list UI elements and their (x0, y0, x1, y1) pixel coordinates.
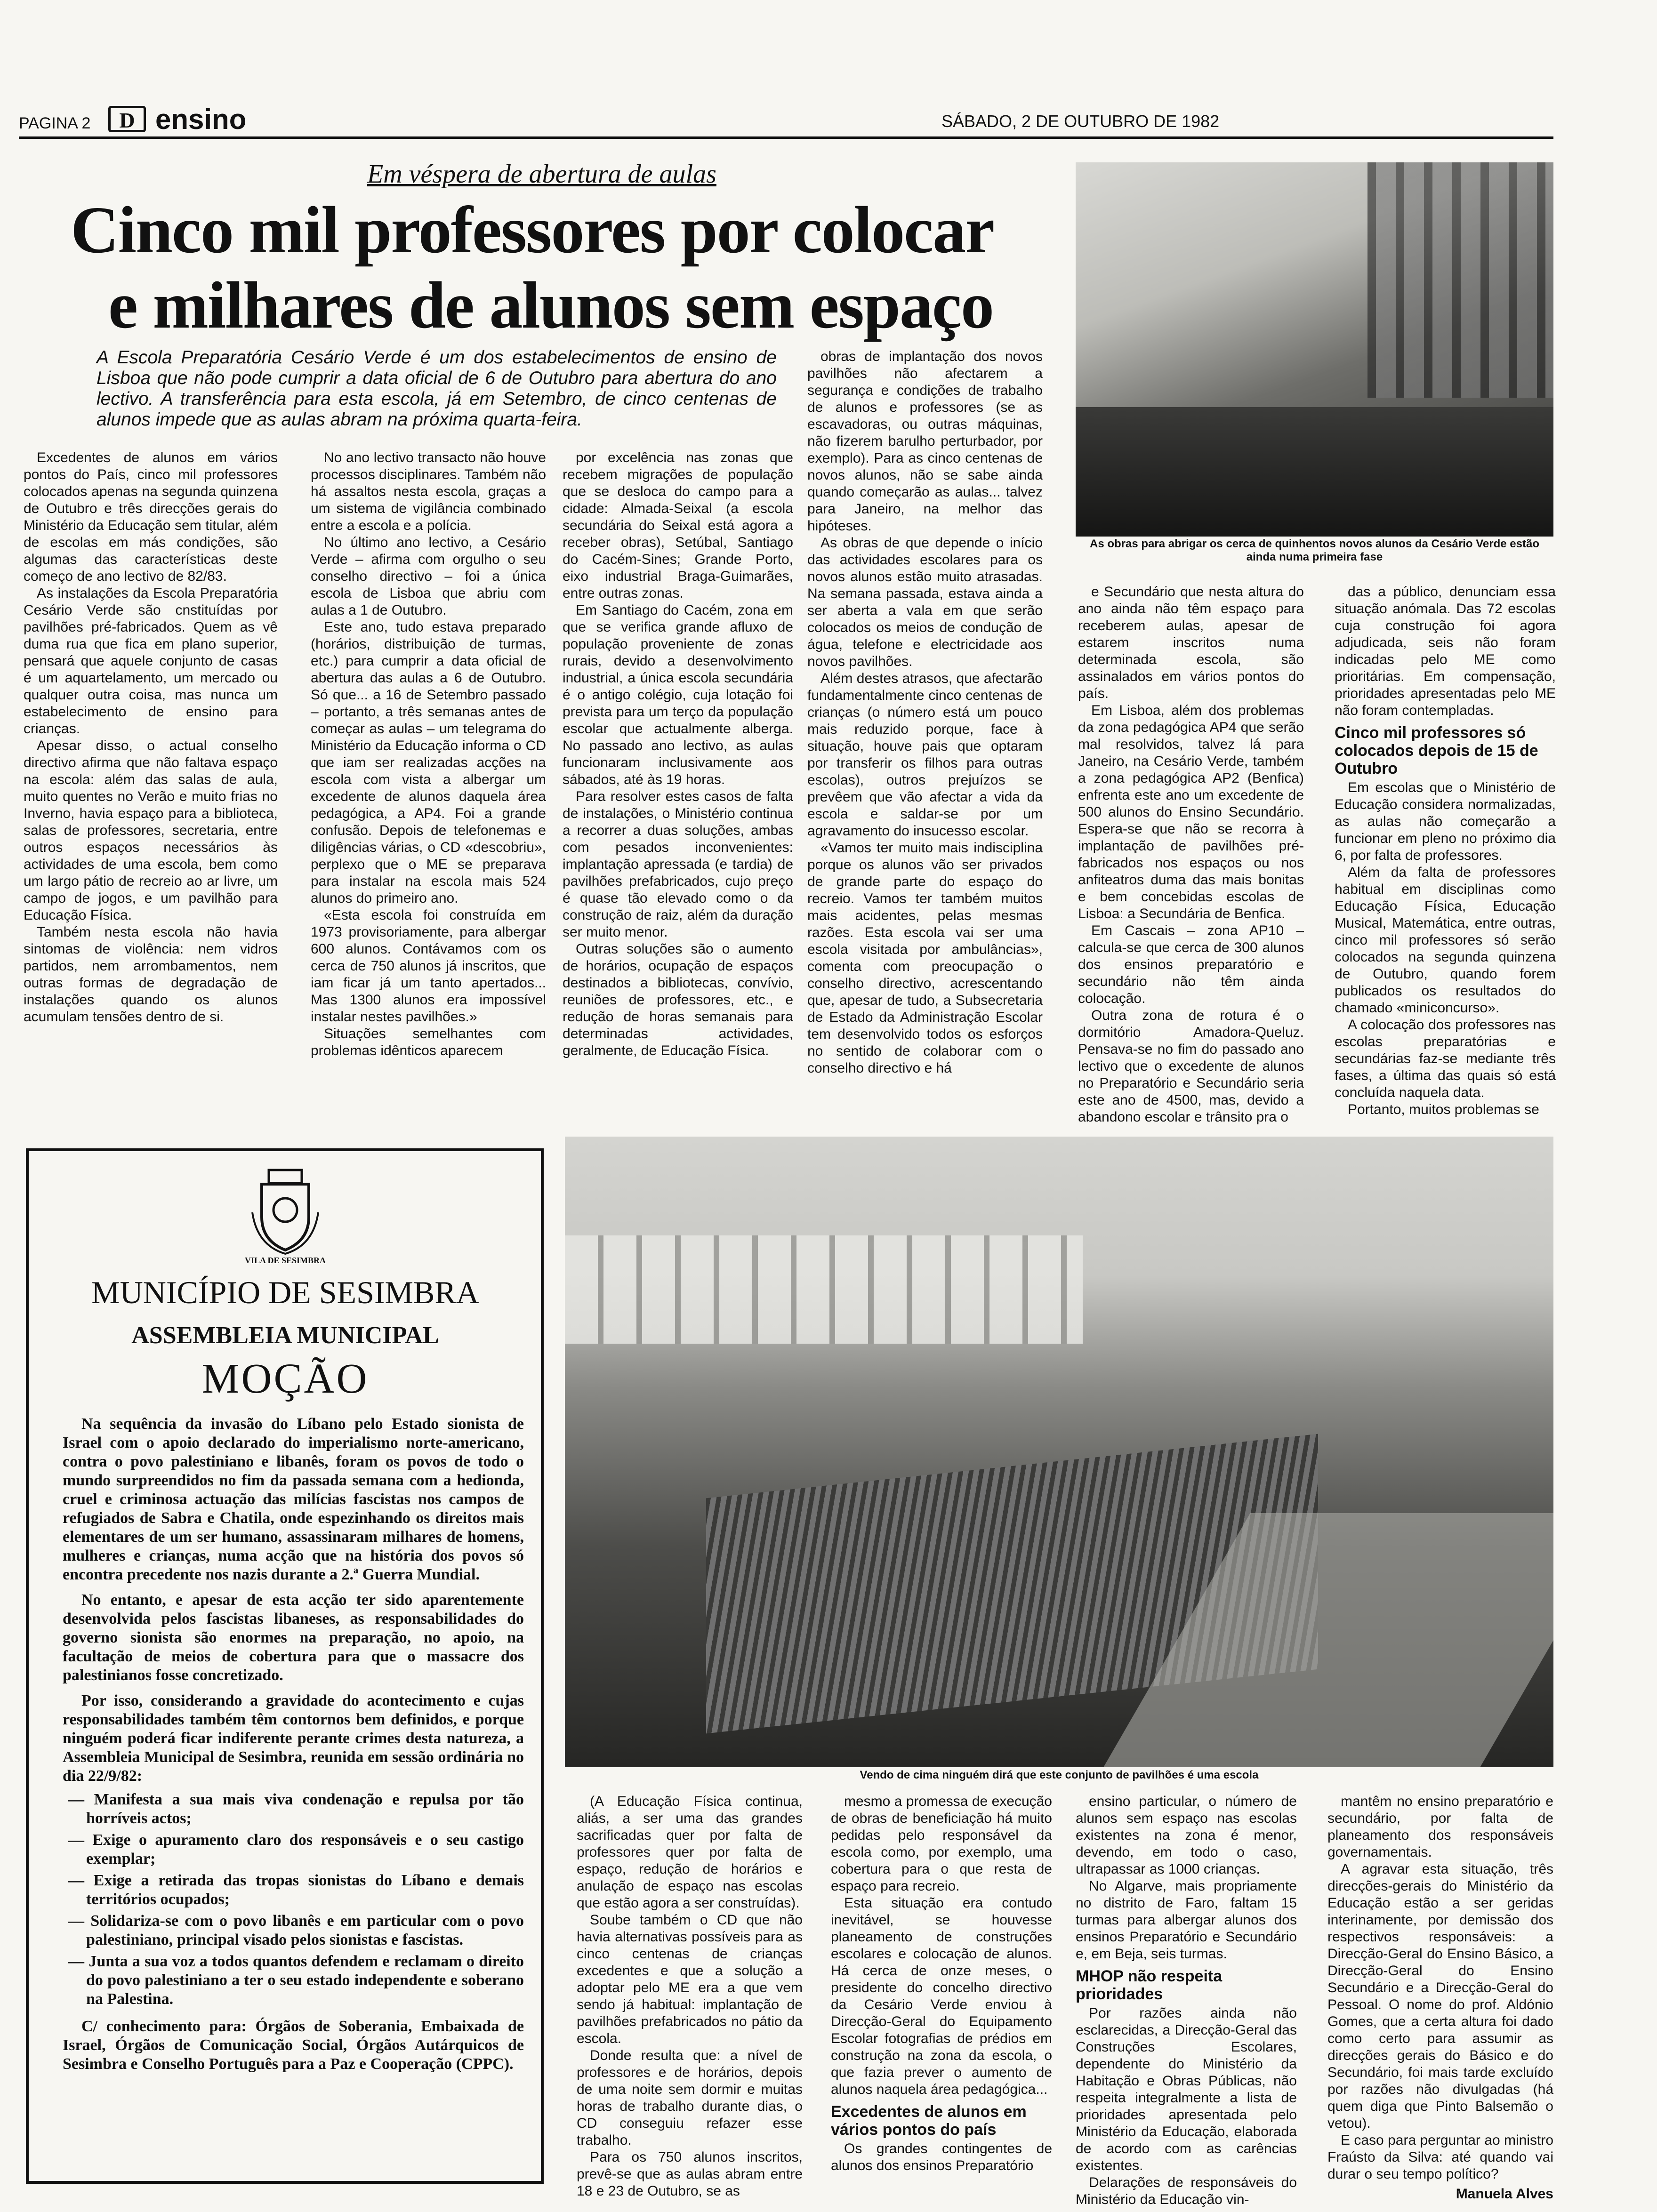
notice-paragraph: Por isso, considerando a gravidade do acontecimento e cujas responsabilidades também têm contornos bem definidos, e porque ninguém poderá ficar indiferente perante crimes desta natureza, a Assembleia Municipal de Sesimbra, reunida em sessão ordinária no dia 22/9/82: (63, 1692, 524, 1785)
photo-trench (1076, 407, 1553, 537)
newspaper-logo-icon: D (108, 106, 146, 132)
headline-line-2: e milhares de alunos sem espaço (108, 268, 993, 342)
photo1-caption: As obras para abrigar os cerca de quinhentos novos alunos da Cesário Verde estão ainda numa primeira fase (1090, 537, 1539, 563)
paragraph: por excelência nas zonas que recebem migrações de população que se desloca do campo para a cidade: Almada-Seixal (a escola secundária do Seixal está agora a receber obras), Setúbal, Santiago do Cacém-Sines; Grande Porto, eixo industrial Braga-Guimarães, entre outras zonas. (563, 450, 793, 601)
paragraph: mesmo a promessa de execução de obras de beneficiação há muito pedidas pelo responsável da escola como, por exemplo, uma cobertura para o que resta de espaço para recreio. (831, 1794, 1052, 1894)
bottom-column-2 (831, 1793, 1052, 2174)
paragraph: Delarações de responsáveis do Ministério da Educação vin- (1076, 2175, 1297, 2207)
notice-item: — Exige a retirada das tropas sionistas do Líbano e demais territórios ocupados; (68, 1872, 524, 1908)
notice-item-text: Exige o apuramento claro dos responsáveis e o seu castigo exemplar; (86, 1831, 524, 1867)
paragraph: No Algarve, mais propriamente no distrito de Faro, faltam 15 turmas para albergar alunos dos ensinos Preparatório e Secundário e, em Beja, seis turmas. (1076, 1878, 1297, 1962)
notice-item: — Junta a sua voz a todos quantos defendem e reclamam o direito do povo palestiniano a ter o seu estado independente e soberano na Palestina. (68, 1953, 524, 2008)
article-column-5 (1078, 584, 1304, 1126)
paragraph: Soube também o CD que não havia alternativas possíveis para as cinco centenas de crianças excedentes e que a solução a adoptar pelo ME era a que vem sendo já habitual: implantação de pavilhões prefabricados no pátio da escola. (577, 1912, 803, 2046)
paragraph: Esta situação era contudo inevitável, se houvesse planeamento de construções escolares e colocação de alunos. Há cerca de onze meses, o presidente do concelho directivo da Cesário Verde enviou à Direcção-Geral do Equipamento Escolar fotografias de prédios em construção na zona da escola, o que fazia prever o aumento de alunos naquela área pedagógica... (831, 1895, 1052, 2097)
article-column-6 (1335, 584, 1556, 1118)
construction-photo (1076, 162, 1553, 537)
paragraph: mantêm no ensino preparatório e secundário, por falta de planeamento dos responsáveis governamentais. (1327, 1794, 1553, 1860)
paragraph: Para resolver estes casos de falta de instalações, o Ministério continua a recorrer a duas soluções, ambas com pesados inconvenientes: implantação apressada (e tardia) de pavilhões prefabricados, cujo preço é quase tão elevado como o da construção de raiz, além da duração ser muito menor. (563, 789, 793, 940)
paragraph: obras de implantação dos novos pavilhões não afectarem a segurança e condições de trabalho de alunos e professores (se as escavadoras, ou outras máquinas, não fizerem barulho perturbador, por exemplo). Para as cinco centenas de novos alunos, não se sabe ainda quando começarão as aulas... talvez para Janeiro, na melhor das hipóteses. (807, 349, 1043, 534)
subheading: Excedentes de alunos em vários pontos do país (831, 2103, 1027, 2139)
paragraph: Este ano, tudo estava preparado (horários, distribuição de turmas, etc.) para cumprir a data oficial de abertura das aulas a 6 de Outubro. Só que... a 16 de Setembro passado – portanto, a três semanas antes de começar as aulas – um telegrama do Ministério da Educação informa o CD que iam ser realizadas acções na escola com vista a albergar um excedente de alunos daquela área pedagógica, a AP4. Foi a grande confusão. Depois de telefonemas e diligências várias, o CD «descobriu», perplexo que o ME se preparava para instalar na escola mais 524 alunos do primeiro ano. (311, 619, 546, 906)
notice-heading: MOÇÃO (201, 1355, 369, 1402)
paragraph: Apesar disso, o actual conselho directivo afirma que não faltava espaço na escola: além das salas de aula, muito quentes no Verão e muito frias no Inverno, havia espaço para a biblioteca, salas de professores, secretaria, entre outros espaços necessários às actividades de uma escola, bem como um largo pátio de recreio ao ar livre, um campo de jogos, e um pavilhão para Educação Física. (24, 738, 278, 923)
notice-subtitle: ASSEMBLEIA MUNICIPAL (131, 1322, 439, 1349)
subheading: Cinco mil professores só colocados depois de 15 de Outubro (1335, 724, 1538, 777)
notice-title: MUNICÍPIO DE SESIMBRA (91, 1274, 479, 1310)
paragraph: No último ano lectivo, a Cesário Verde – afirma com orgulho o seu conselho directivo – foi a única escola de Lisboa que abriu com aulas a 1 de Outubro. (311, 535, 546, 618)
page-date: SÁBADO, 2 DE OUTUBRO DE 1982 (941, 112, 1220, 131)
paragraph: Situações semelhantes com problemas idênticos aparecem (311, 1026, 546, 1058)
paragraph: Em Santiago do Cacém, zona em que se verifica grande afluxo de população proveniente de zonas rurais, devido a desenvolvimento industrial, a única escola secundária é o antigo colégio, cuja lotação foi prevista para um terço da população escolar que actualmente alberga. No passado ano lectivo, as aulas funcionaram inclusivamente aos sábados, até às 19 horas. (563, 602, 793, 787)
paragraph: Além da falta de professores habitual em disciplinas como Educação Física, Educação Musical, Matemática, entre outras, cinco mil professores só serão colocados na segunda quinzena de Outubro, quando forem publicados os resultados do chamado «miniconcurso». (1335, 865, 1556, 1016)
paragraph: Além destes atrasos, que afectarão fundamentalmente cinco centenas de crianças (o número está um pouco mais reduzido porque, face à situação, houve pais que optaram por transferir os filhos para outras escolas), outros prejuízos se prevêem que vão afectar a vida da escola e saldar-se por um agravamento do insucesso escolar. (807, 671, 1043, 839)
bottom-column-3 (1076, 1793, 1297, 2208)
notice-paragraph: No entanto, e apesar de esta acção ter sido aparentemente desenvolvida pelos fascistas libaneses, as responsabilidades do governo sionista são enormes na preparação, no apoio, na facultação de meios de cobertura para que o massacre dos palestinianos fosse concretizado. (63, 1591, 524, 1684)
article-column-1 (24, 449, 278, 1026)
paragraph: Outras soluções são o aumento de horários, ocupação de espaços destinados a bibliotecas, convívio, reuniões de professores, etc., e redução de horas semanais para determinadas actividades, geralmente, de Educação Física. (563, 941, 793, 1058)
page-header (19, 106, 1549, 134)
paragraph: «Vamos ter muito mais indisciplina porque os alunos vão ser privados de grande parte do espaço do recreio. Vamos ter também muitos mais acidentes, pelas mesmas razões. Esta escola vai ser uma escola visitada por ambulâncias», comenta com preocupação o conselho directivo, acrescentando que, apesar de tudo, a Subsecretaria de Estado da Administração Escolar tem desenvolvido todos os esforços no sentido de colaborar com o conselho directivo e há (807, 840, 1043, 1076)
paragraph: (A Educação Física continua, aliás, a ser uma das grandes sacrificadas quer por falta de professores quer por falta de espaço, redução de horários e anulação de espaço nas escolas que estão agora a ser construídas). (577, 1794, 803, 1911)
school-pavilions-photo (565, 1137, 1553, 1767)
paragraph: A agravar esta situação, três direcções-gerais do Ministério da Educação estão a ser geridas interinamente, por demissão dos respectivos responsáveis: a Direcção-Geral do Ensino Básico, a Direcção-Geral do Ensino Secundário e a Direcção-Geral do Pessoal. O nome do prof. Aldónio Gomes, que a certa altura foi dado como certo para assumir as direcções gerais do Básico e do Secundário, foi mais tarde excluído por razões não divulgadas (há quem diga que Pinto Balsemão o vetou). (1327, 1861, 1553, 2131)
article-column-4 (807, 348, 1043, 1077)
paragraph: Por razões ainda não esclarecidas, a Direcção-Geral das Construções Escolares, dependente do Ministério da Habitação e Obras Públicas, não respeita integralmente a lista de prioridades apresentada pelo Ministério da Educação, elaborada de acordo com as carências existentes. (1076, 2005, 1297, 2173)
article-kicker: Em véspera de abertura de aulas (367, 160, 716, 189)
paragraph: Os grandes contingentes de alunos dos ensinos Preparatório (831, 2141, 1052, 2173)
paragraph: Em Lisboa, além dos problemas da zona pedagógica AP4 que serão mal resolvidos, talvez lá para Janeiro, na Cesário Verde, também a zona pedagógica AP2 (Benfica) enfrenta este ano um excedente de 500 alunos do Ensino Secundário. Espera-se que não se recorra à implantação de pavilhões pré-fabricados nos espaços ou nos anfiteatros duma das mais bonitas e bem concebidas escolas de Lisboa: a Secundária de Benfica. (1078, 703, 1304, 922)
headline-line-1: Cinco mil professores por colocar (71, 192, 994, 267)
notice-item: — Exige o apuramento claro dos responsáveis e o seu castigo exemplar; (68, 1831, 524, 1867)
bottom-column-4 (1327, 1793, 1553, 2203)
bottom-column-1 (577, 1793, 803, 2200)
paragraph: ensino particular, o número de alunos sem espaço nas escolas existentes na zona é menor, devendo, em todo o caso, ultrapassar as 1000 crianças. (1076, 1794, 1297, 1877)
notice-item-text: Junta a sua voz a todos quantos defendem e reclamam o direito do povo palestiniano a ter o seu estado independente e soberano na Palestina. (86, 1953, 524, 2008)
section-name: ensino (155, 104, 247, 135)
paragraph: As instalações da Escola Preparatória Cesário Verde são cnstituídas por pavilhões pré-fabricados. Quem as vê duma rua que fica em plano superior, pensará que aquele conjunto de casas é um aquartelamento, um mercado ou qualquer outra coisa, mas nunca um estabelecimento de ensino para crianças. (24, 585, 278, 737)
paragraph: e Secundário que nesta altura do ano ainda não têm espaço para receberem aulas, apesar de estarem inscritos numa determinada escola, são assinalados em vários pontos do país. (1078, 584, 1304, 701)
notice-paragraph: Na sequência da invasão do Líbano pelo Estado sionista de Israel com o apoio declarado do imperialismo norte-americano, contra o povo palestiniano e libanês, foram os povos de todo o mundo surpreendidos no fim da passada semana com a hedionda, cruel e criminosa actuação das milícias fascistas nos campos de refugiados de Sabra e Chatila, onde espezinhando os direitos mais elementares de um ser humano, assassinaram milhares de homens, mulheres e crianças, numa acção que na história dos povos só encontra precedente nos nazis durante a 2.ª Guerra Mundial. (63, 1415, 524, 1583)
notice-footer: C/ conhecimento para: Órgãos de Soberania, Embaixada de Israel, Órgãos de Comunicação Social, Órgãos Autárquicos de Sesimbra e Conselho Português para a Paz e Cooperação (CPPC). (63, 2018, 524, 2073)
subheading: MHOP não respeita prioridades (1076, 1967, 1223, 2003)
photo2-caption: Vendo de cima ninguém dirá que este conjunto de pavilhões é uma escola (860, 1769, 1259, 1781)
paragraph: das a público, denunciam essa situação anómala. Das 72 escolas cuja construção foi agora adjudicada, seis não foram indicadas pelo ME como prioritárias. Em compensação, prioridades apresentadas pelo ME não foram contempladas. (1335, 584, 1556, 718)
notice-item-text: Solidariza-se com o povo libanês e em particular com o povo palestiniano, principal visado pelos sionistas e fascistas. (86, 1912, 524, 1948)
crest-ribbon: VILA DE SESIMBRA (244, 1256, 326, 1265)
paragraph: Em Cascais – zona AP10 – calcula-se que cerca de 300 alunos dos ensinos preparatório e secundário não têm ainda colocação. (1078, 923, 1304, 1006)
paragraph: Também nesta escola não havia sintomas de violência: nem vidros partidos, nem arrombamentos, nem outras formas de degradação de instalações quando os alunos acumulam tensões dentro de si. (24, 924, 278, 1025)
notice-item: — Manifesta a sua mais viva condenação e repulsa por tão horríveis actos; (68, 1791, 524, 1827)
paragraph: As obras de que depende o início das actividades escolares para os novos alunos estão muito atrasadas. Na semana passada, estava ainda a ser aberta a vala em que serão colocados os meios de condução de água, telefone e electricidade aos novos pavilhões. (807, 535, 1043, 669)
paragraph: Para os 750 alunos inscritos, prevê-se que as aulas abram entre 18 e 23 de Outubro, se as (577, 2149, 803, 2199)
paragraph: Em escolas que o Ministério de Educação considera normalizadas, as aulas não começarão a funcionar em pleno no próximo dia 6, por falta de professores. (1335, 780, 1556, 863)
paragraph: «Esta escola foi construída em 1973 provisoriamente, para albergar 600 alunos. Contávamos com os cerca de 750 alunos já inscritos, que iam ficar já um tanto apertados... Mas 1300 alunos era impossível instalar nestes pavilhões.» (311, 907, 546, 1025)
header-rule (19, 136, 1553, 139)
article-column-2 (311, 449, 546, 1059)
paragraph: Outra zona de rotura é o dormitório Amadora-Queluz. Pensava-se no fim do passado ano lectivo que o excedente de alunos no Preparatório e Secundário seria este ano de 4500, mas, devido a abandono escolar e trânsito pra o (1078, 1008, 1304, 1125)
article-lead: A Escola Preparatória Cesário Verde é um dos estabelecimentos de ensino de Lisboa que não pode cumprir a data oficial de 6 de Outubro para abertura do ano lectivo. A transferência para esta escola, já em Setembro, de cinco centenas de alunos impede que as aulas abram na próxima quarta-feira. (97, 347, 777, 430)
paragraph: No ano lectivo transacto não houve processos disciplinares. Também não há assaltos nesta escola, graças a um sistema de vigilância combinado entre a escola e a polícia. (311, 450, 546, 533)
municipal-crest-icon (248, 1165, 323, 1255)
photo-trees (1367, 162, 1553, 398)
notice-item-text: Manifesta a sua mais viva condenação e repulsa por tão horríveis actos; (86, 1791, 524, 1827)
paragraph: Donde resulta que: a nível de professores e de horários, depois de uma noite sem dormir e muitas horas de trabalho durante dias, o CD conseguiu refazer esse trabalho. (577, 2048, 803, 2148)
byline: Manuela Alves (1456, 2186, 1553, 2202)
paragraph: E caso para perguntar ao ministro Fraústo da Silva: até quando vai durar o seu tempo político? (1327, 2132, 1553, 2182)
photo-buildings (565, 1235, 1083, 1344)
municipal-notice (26, 1148, 544, 2184)
page-number: PAGINA 2 (19, 114, 91, 132)
paragraph: Excedentes de alunos em vários pontos do País, cinco mil professores colocados apenas na segunda quinzena de Outubro e três direcções gerais do Ministério da Educação sem titular, além de escolas em más condições, são algumas das características deste começo de ano lectivo de 82/83. (24, 450, 278, 584)
article-column-3 (563, 449, 793, 1059)
notice-body (63, 1415, 524, 2074)
notice-item: — Solidariza-se com o povo libanês e em particular com o povo palestiniano, principal visado pelos sionistas e fascistas. (68, 1912, 524, 1948)
paragraph: A colocação dos professores nas escolas preparatórias e secundárias faz-se mediante três fases, a última das quais só está concluída naquela data. (1335, 1017, 1556, 1100)
notice-item-text: Exige a retirada das tropas sionistas do Líbano e demais territórios ocupados; (86, 1872, 524, 1908)
paragraph: Portanto, muitos problemas se (1348, 1102, 1539, 1117)
